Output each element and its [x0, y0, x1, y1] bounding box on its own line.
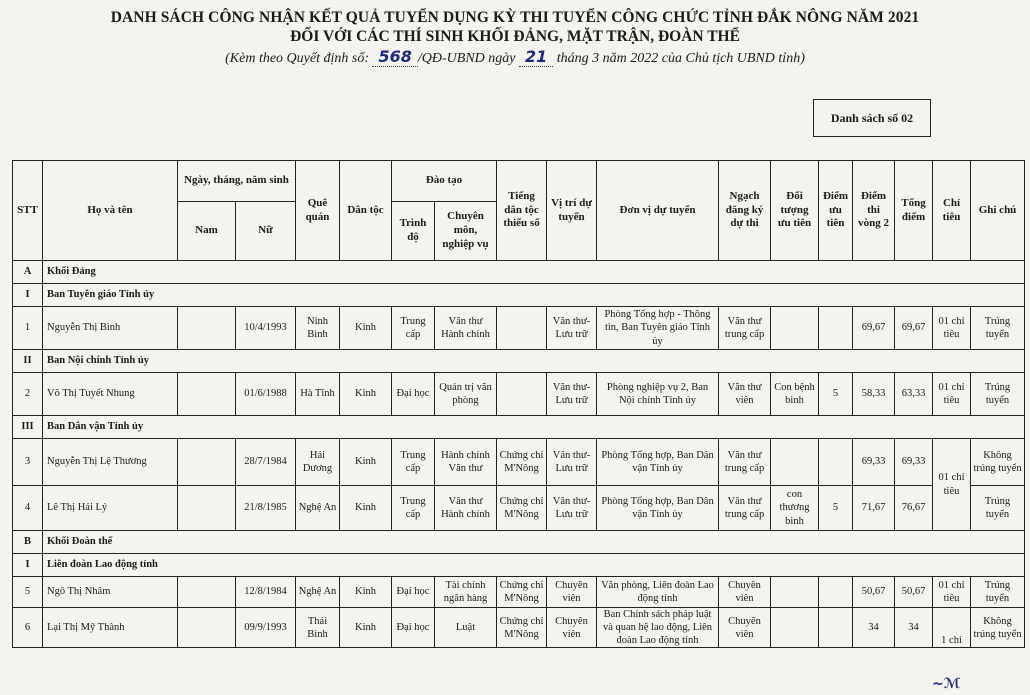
cell-language: Chứng chỉ M'Nông: [497, 608, 547, 648]
cell-male: [178, 486, 236, 531]
cell-total: 69,67: [895, 307, 933, 350]
cell-level: Đại học: [392, 608, 435, 648]
cell-priority-group: [771, 439, 819, 486]
subtitle-post: tháng 3 năm 2022 của Chủ tịch UBND tỉnh): [556, 51, 805, 66]
cell-hometown: Thái Bình: [296, 608, 340, 648]
cell-female: 09/9/1993: [236, 608, 296, 648]
cell-position: Văn thư-Lưu trữ: [547, 307, 597, 350]
col-name: Họ và tên: [43, 161, 178, 261]
section-code: III: [13, 416, 43, 439]
cell-male: [178, 307, 236, 350]
section-code: II: [13, 350, 43, 373]
cell-rank: Văn thư trung cấp: [719, 307, 771, 350]
cell-total: 63,33: [895, 373, 933, 416]
col-priority-score: Điểm ưu tiên: [819, 161, 853, 261]
cell-major: Văn thư Hành chính: [435, 307, 497, 350]
section-row: [13, 531, 1025, 554]
section-label: Ban Dân vận Tỉnh ủy: [43, 416, 1025, 439]
table-row: [13, 439, 1025, 486]
cell-female: 12/8/1984: [236, 577, 296, 608]
cell-priority-score: 5: [819, 486, 853, 531]
col-female: Nữ: [236, 202, 296, 261]
col-priority-group: Đối tượng ưu tiên: [771, 161, 819, 261]
decision-number: 568: [372, 47, 417, 67]
cell-unit: Ban Chính sách pháp luật và quan hệ lao động, Liên đoàn Lao động tỉnh: [597, 608, 719, 648]
cell-priority-group: [771, 307, 819, 350]
cell-stt: 2: [13, 373, 43, 416]
cell-male: [178, 439, 236, 486]
cell-hometown: Hà Tĩnh: [296, 373, 340, 416]
cell-note: Không trúng tuyển: [971, 608, 1025, 648]
cell-ethnic: Kinh: [340, 577, 392, 608]
document-title-line2: ĐỐI VỚI CÁC THÍ SINH KHỐI ĐẢNG, MẶT TRẬN, ĐOÀN THỂ: [290, 28, 740, 45]
col-position: Vị trí dự tuyển: [547, 161, 597, 261]
cell-position: Văn thư-Lưu trữ: [547, 373, 597, 416]
cell-major: Quản trị văn phòng: [435, 373, 497, 416]
cell-priority-group: [771, 608, 819, 648]
cell-major: Hành chính Văn thư: [435, 439, 497, 486]
col-male: Nam: [178, 202, 236, 261]
cell-position: Chuyên viên: [547, 577, 597, 608]
section-code: I: [13, 554, 43, 577]
cell-unit: Phòng Tổng hợp - Thông tin, Ban Tuyên giáo Tỉnh ủy: [597, 307, 719, 350]
cell-note: Không trúng tuyển: [971, 439, 1025, 486]
cell-female: 01/6/1988: [236, 373, 296, 416]
cell-total: 69,33: [895, 439, 933, 486]
cell-major: Luật: [435, 608, 497, 648]
col-unit: Đơn vị dự tuyển: [597, 161, 719, 261]
section-row: [13, 416, 1025, 439]
section-row: [13, 350, 1025, 373]
col-quota: Chỉ tiêu: [933, 161, 971, 261]
table-row: [13, 373, 1025, 416]
cell-ethnic: Kinh: [340, 373, 392, 416]
cell-round2: 58,33: [853, 373, 895, 416]
col-dob: Ngày, tháng, năm sinh: [178, 161, 296, 202]
cell-hometown: Ninh Bình: [296, 307, 340, 350]
cell-round2: 69,67: [853, 307, 895, 350]
cell-quota: 01 chỉ tiêu: [933, 577, 971, 608]
cell-name: Nguyễn Thị Lệ Thương: [43, 439, 178, 486]
decision-day: 21: [519, 47, 553, 67]
table-row: [13, 577, 1025, 608]
cell-quota: 01 chỉ tiêu: [933, 307, 971, 350]
cell-ethnic: Kinh: [340, 307, 392, 350]
cell-language: Chứng chỉ M'Nông: [497, 439, 547, 486]
cell-level: Trung cấp: [392, 439, 435, 486]
cell-note: Trúng tuyển: [971, 486, 1025, 531]
cell-level: Trung cấp: [392, 486, 435, 531]
section-label: Ban Nội chính Tỉnh ủy: [43, 350, 1025, 373]
cell-female: 10/4/1993: [236, 307, 296, 350]
cell-stt: 4: [13, 486, 43, 531]
col-rank: Ngạch đăng ký dự thi: [719, 161, 771, 261]
cell-name: Lại Thị Mỹ Thành: [43, 608, 178, 648]
cell-ethnic: Kinh: [340, 608, 392, 648]
cell-major: Tài chính ngân hàng: [435, 577, 497, 608]
cell-level: Đại học: [392, 577, 435, 608]
cell-total: 76,67: [895, 486, 933, 531]
col-ethnic: Dân tộc: [340, 161, 392, 261]
cell-rank: Văn thư viên: [719, 373, 771, 416]
col-hometown: Quê quán: [296, 161, 340, 261]
cell-ethnic: Kinh: [340, 439, 392, 486]
document-title: DANH SÁCH CÔNG NHẬN KẾT QUẢ TUYỂN DỤNG KỲ THI TUYỂN CÔNG CHỨC TỈNH ĐẮK NÔNG NĂM 2021: [110, 9, 920, 26]
cell-name: Nguyễn Thị Bình: [43, 307, 178, 350]
cell-rank: Văn thư trung cấp: [719, 486, 771, 531]
cell-male: [178, 577, 236, 608]
cell-priority-group: con thương binh: [771, 486, 819, 531]
cell-priority-group: Con bệnh binh: [771, 373, 819, 416]
cell-unit: Phòng Tổng hợp, Ban Dân vận Tỉnh ủy: [597, 439, 719, 486]
cell-female: 21/8/1985: [236, 486, 296, 531]
section-code: I: [13, 284, 43, 307]
subtitle-pre: (Kèm theo Quyết định số:: [225, 51, 369, 66]
results-table: [12, 160, 1025, 648]
cell-unit: Phòng Tổng hợp, Ban Dân vận Tỉnh ủy: [597, 486, 719, 531]
col-round2: Điểm thi vòng 2: [853, 161, 895, 261]
section-label: Khối Đoàn thể: [43, 531, 1025, 554]
cell-unit: Văn phòng, Liên đoàn Lao động tỉnh: [597, 577, 719, 608]
cell-level: Trung cấp: [392, 307, 435, 350]
cell-male: [178, 608, 236, 648]
section-label: Liên đoàn Lao động tỉnh: [43, 554, 1025, 577]
cell-rank: Chuyên viên: [719, 577, 771, 608]
cell-stt: 6: [13, 608, 43, 648]
cell-level: Đại học: [392, 373, 435, 416]
cell-rank: Văn thư trung cấp: [719, 439, 771, 486]
initials-mark-icon: ~ℳ: [932, 676, 961, 692]
cell-note: Trúng tuyển: [971, 373, 1025, 416]
section-row: [13, 554, 1025, 577]
cell-hometown: Nghệ An: [296, 577, 340, 608]
cell-hometown: Hải Dương: [296, 439, 340, 486]
cell-language: [497, 307, 547, 350]
cell-position: Văn thư-Lưu trữ: [547, 439, 597, 486]
cell-priority-score: [819, 307, 853, 350]
cell-rank: Chuyên viên: [719, 608, 771, 648]
col-language: Tiếng dân tộc thiểu số: [497, 161, 547, 261]
document-subtitle: [0, 47, 1030, 67]
cell-note: Trúng tuyển: [971, 307, 1025, 350]
col-total: Tổng điểm: [895, 161, 933, 261]
col-level: Trình độ: [392, 202, 435, 261]
section-label: Ban Tuyên giáo Tỉnh ủy: [43, 284, 1025, 307]
cell-total: 50,67: [895, 577, 933, 608]
cell-hometown: Nghệ An: [296, 486, 340, 531]
section-row: [13, 261, 1025, 284]
cell-name: Võ Thị Tuyết Nhung: [43, 373, 178, 416]
col-training: Đào tạo: [392, 161, 497, 202]
cell-priority-score: [819, 608, 853, 648]
cell-quota: 01 chỉ tiêu: [933, 373, 971, 416]
cell-language: Chứng chỉ M'Nông: [497, 577, 547, 608]
col-note: Ghi chú: [971, 161, 1025, 261]
cell-round2: 69,33: [853, 439, 895, 486]
cell-total: 34: [895, 608, 933, 648]
cell-unit: Phòng nghiệp vụ 2, Ban Nội chính Tỉnh ủy: [597, 373, 719, 416]
section-code: A: [13, 261, 43, 284]
cell-quota: 01 chỉ tiêu: [933, 439, 971, 531]
section-label: Khối Đảng: [43, 261, 1025, 284]
cell-quota: 1 chỉ: [933, 608, 971, 648]
table-row: [13, 307, 1025, 350]
cell-round2: 50,67: [853, 577, 895, 608]
col-major: Chuyên môn, nghiệp vụ: [435, 202, 497, 261]
cell-round2: 71,67: [853, 486, 895, 531]
col-stt: STT: [13, 161, 43, 261]
list-number-box: Danh sách số 02: [813, 99, 931, 137]
section-code: B: [13, 531, 43, 554]
cell-stt: 3: [13, 439, 43, 486]
cell-male: [178, 373, 236, 416]
cell-language: [497, 373, 547, 416]
cell-stt: 5: [13, 577, 43, 608]
cell-name: Lê Thị Hải Lý: [43, 486, 178, 531]
cell-language: Chứng chỉ M'Nông: [497, 486, 547, 531]
cell-position: Văn thư-Lưu trữ: [547, 486, 597, 531]
cell-priority-score: [819, 439, 853, 486]
table-row: [13, 486, 1025, 531]
cell-priority-score: [819, 577, 853, 608]
cell-priority-group: [771, 577, 819, 608]
subtitle-mid: /QĐ-UBND ngày: [417, 51, 516, 66]
cell-ethnic: Kinh: [340, 486, 392, 531]
cell-major: Văn thư Hành chính: [435, 486, 497, 531]
cell-female: 28/7/1984: [236, 439, 296, 486]
cell-note: Trúng tuyển: [971, 577, 1025, 608]
table-row: [13, 608, 1025, 648]
cell-priority-score: 5: [819, 373, 853, 416]
section-row: [13, 284, 1025, 307]
cell-round2: 34: [853, 608, 895, 648]
cell-stt: 1: [13, 307, 43, 350]
cell-position: Chuyên viên: [547, 608, 597, 648]
cell-name: Ngô Thị Nhâm: [43, 577, 178, 608]
